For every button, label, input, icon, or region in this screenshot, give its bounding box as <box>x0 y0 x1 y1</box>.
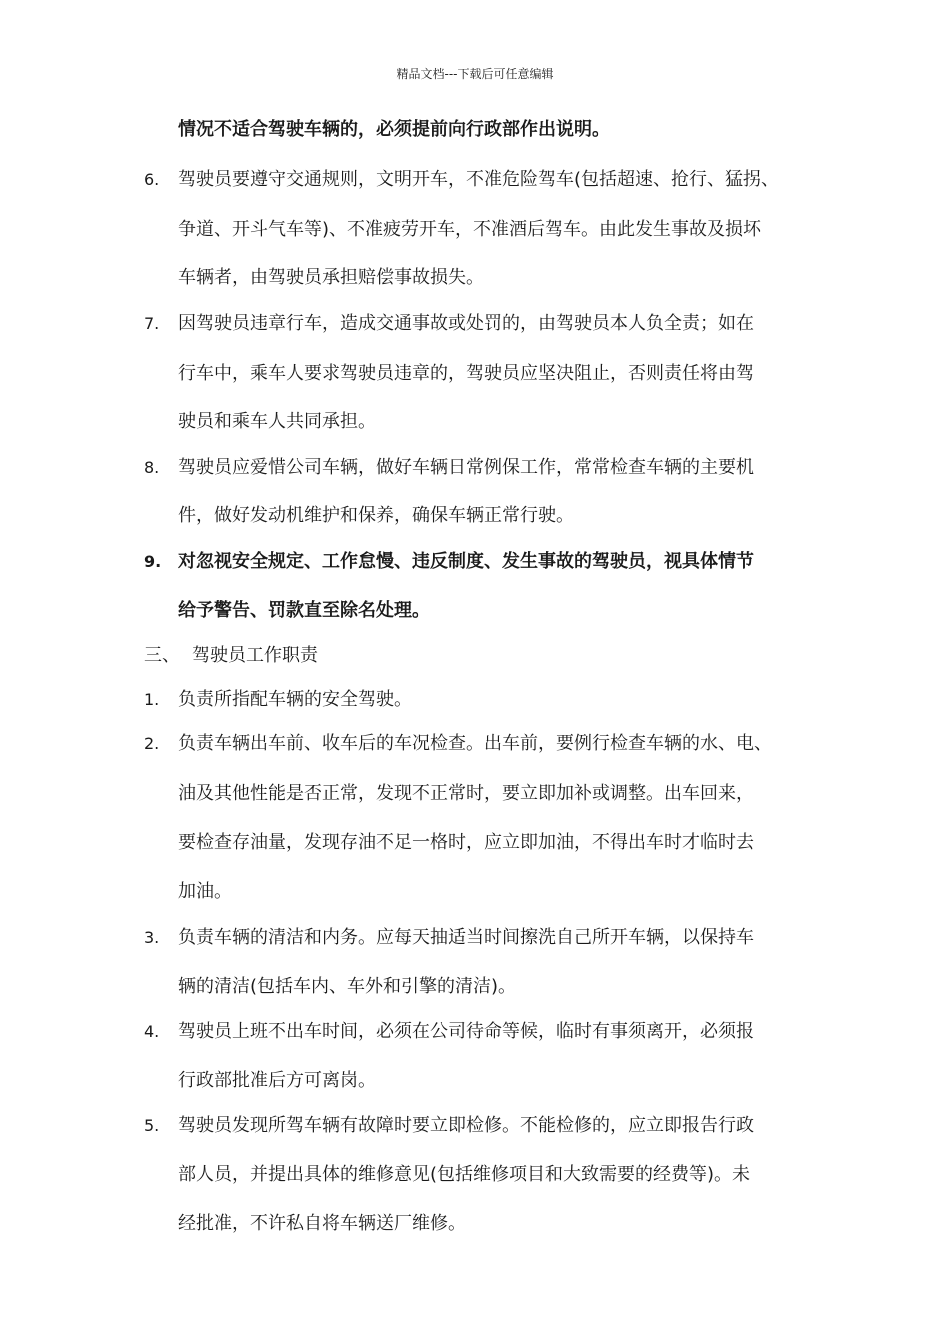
list-item-6: 6. 驾驶员要遵守交通规则，文明开车，不准危险驾车(包括超速、抢行、猛拐、 <box>144 169 780 190</box>
page-header: 精品文档---下载后可任意编辑 <box>396 67 554 81</box>
document-page: 精品文档---下载后可任意编辑 情况不适合驾驶车辆的，必须提前向行政部作出说明。 6. 驾驶员要遵守交通规则，文明开车，不准危险驾车(包括超速、抢行、猛拐、 争道、开斗气车等)、不准疲劳开车，不准酒后驾车。由此发生事故及损坏 车辆者，由驾驶员承担赔偿事故损失。 7. 因驾驶员违章行车，造成交通事故或处罚的，由驾驶员本人负全责；如在 行车中，乘车人要求驾驶员违章的，驾驶员应坚决阻止，否则责任将由驾 驶员和乘车人共同承担。 8. 驾驶员应爱惜公司车辆，做好车辆日常例保工作，常常检查车辆的主要机 件，做好发动机维护和保养，确保车辆正常行驶。 9. 对忽视安全规定、工作怠慢、违反制度、发生事故的驾驶员，视具体情节 给予警告、罚款直至除名处理。 三、 驾驶员工作职责 1. 负责所指配车辆的安全驾驶。 2. 负责车辆出车前、收车后的车况检查。出车前，要例行检查车辆的水、电、 油及其他性能是否正常，发现不正常时，要立即加补或调整。出车回来， 要检查存油量，发现存油不足一格时，应立即加油，不得出车时才临时去 加油。 3. 负责车辆的清洁和内务。应每天抽适当时间擦洗自己所开车辆，以保持车 辆的清洁(包括车内、车外和引擎的清洁)。 4. 驾驶员上班不出车时间，必须在公司待命等候，临时有事须离开，必须报 行政部批准后方可离岗。 5. 驾驶员发现所驾车辆有故障时要立即检修。不能检修的，应立即报告行政 部人员，并提出具体的维修意见(包括维修项目和大致需要的经费等)。未 经批准，不许私自将车辆送厂维修。 <box>0 0 950 1344</box>
